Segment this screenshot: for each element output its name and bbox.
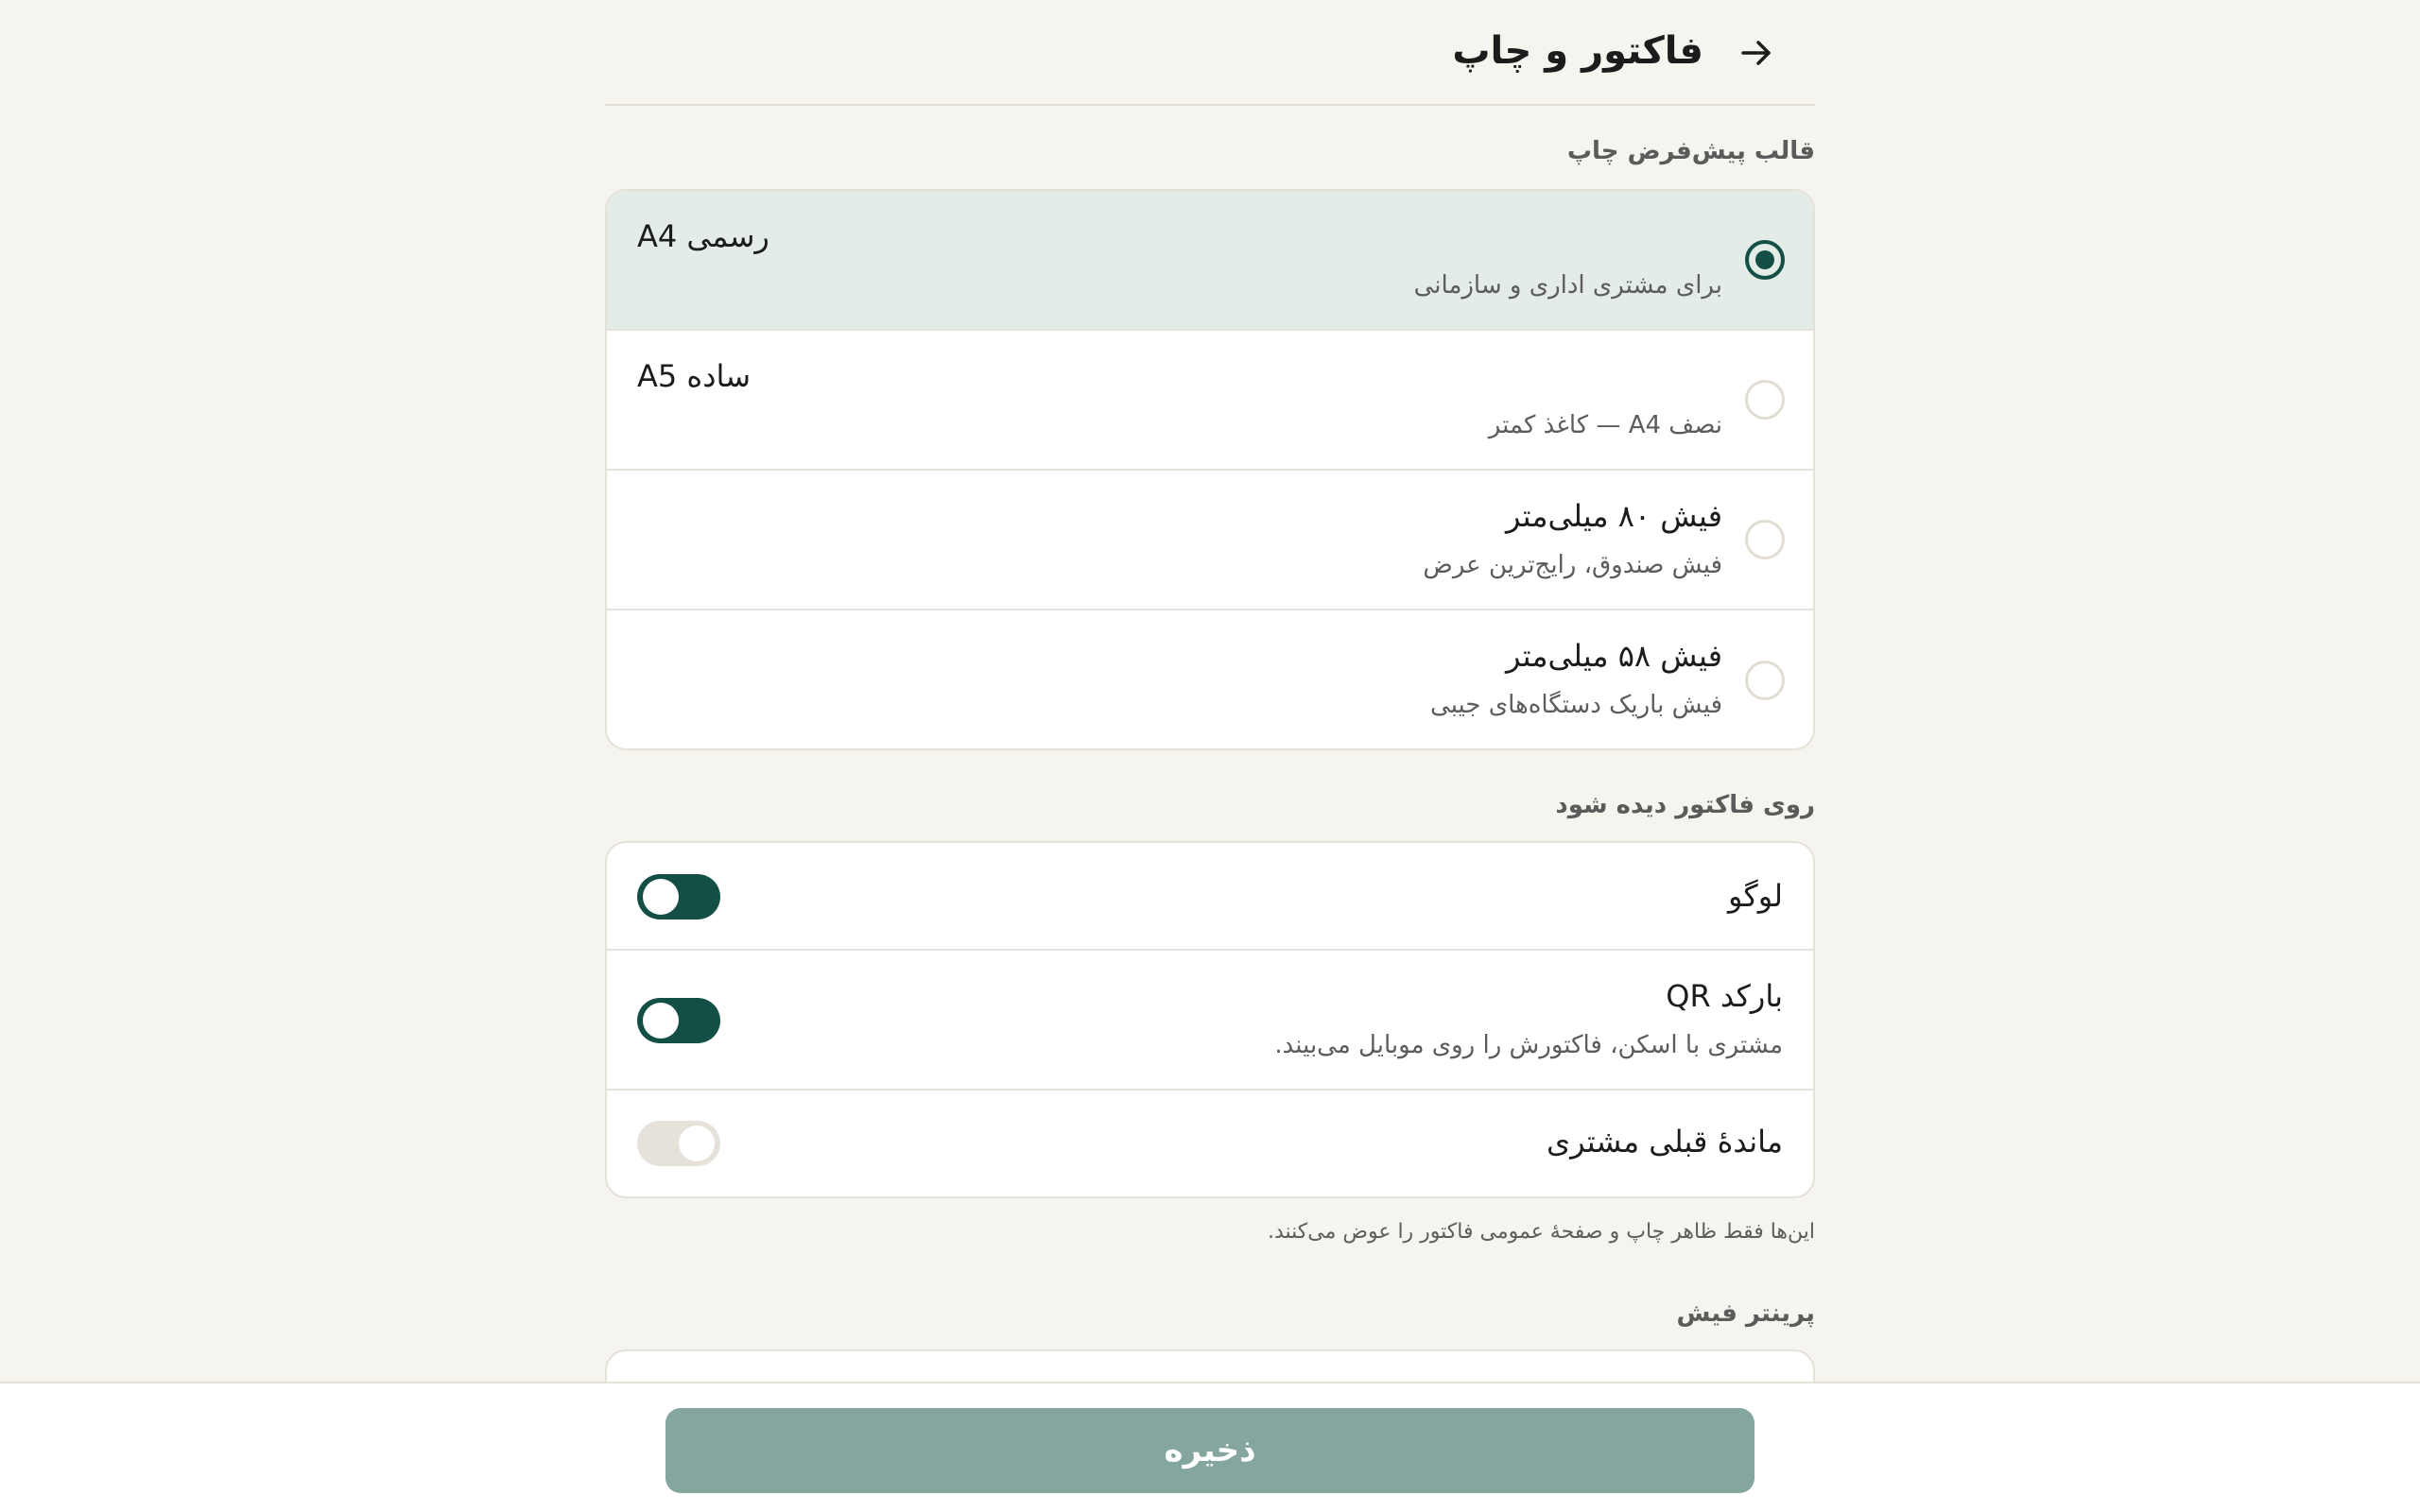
- template-title: فیش ۸۰ میلی‌متر: [1506, 498, 1722, 534]
- qr-toggle[interactable]: [637, 998, 720, 1043]
- page-title: فاکتور و چاپ: [1452, 29, 1703, 73]
- option-title: بارکد QR: [1666, 978, 1783, 1014]
- save-button[interactable]: ذخیره: [666, 1408, 1754, 1493]
- template-option-receipt-58[interactable]: [607, 610, 1813, 750]
- template-option-receipt-80[interactable]: [607, 471, 1813, 610]
- template-title: رسمی A4: [637, 218, 769, 254]
- option-row-previous-balance: [607, 1091, 1813, 1196]
- option-row-qr: [607, 951, 1813, 1091]
- arrow-right-icon: [1739, 36, 1773, 70]
- template-option-a5[interactable]: [607, 331, 1813, 471]
- back-button[interactable]: [1736, 32, 1777, 74]
- radio-unselected-icon[interactable]: [1745, 520, 1785, 559]
- logo-toggle[interactable]: [637, 874, 720, 919]
- settings-page: [605, 0, 1815, 1512]
- radio-unselected-icon[interactable]: [1745, 661, 1785, 700]
- template-option-a4[interactable]: [607, 191, 1813, 331]
- template-subtitle: فیش صندوق، رایج‌ترین عرض: [1423, 551, 1722, 579]
- receipt-printer-label: پرینتر فیش: [1676, 1299, 1815, 1328]
- page-header: [605, 0, 1815, 106]
- previous-balance-toggle[interactable]: [637, 1121, 720, 1166]
- option-title: لوگو: [1727, 878, 1783, 914]
- invoice-visibility-label: روی فاکتور دیده شود: [1555, 791, 1815, 819]
- visibility-note: این‌ها فقط ظاهر چاپ و صفحهٔ عمومی فاکتور را عوض می‌کنند.: [1267, 1220, 1815, 1244]
- footer-bar: [0, 1382, 2420, 1512]
- template-title: ساده A5: [637, 358, 751, 394]
- template-subtitle: نصف A4 — کاغذ کمتر: [1488, 411, 1722, 439]
- option-row-logo: [607, 843, 1813, 951]
- option-subtitle: مشتری با اسکن، فاکتورش را روی موبایل می‌بیند.: [1274, 1031, 1783, 1059]
- print-template-label: قالب پیش‌فرض چاپ: [1566, 137, 1815, 165]
- option-title: ماندهٔ قبلی مشتری: [1547, 1124, 1783, 1160]
- radio-unselected-icon[interactable]: [1745, 380, 1785, 420]
- invoice-visibility-card: [605, 841, 1815, 1198]
- template-subtitle: برای مشتری اداری و سازمانی: [1413, 271, 1722, 300]
- radio-selected-icon[interactable]: [1745, 240, 1785, 280]
- template-subtitle: فیش باریک دستگاه‌های جیبی: [1430, 691, 1722, 719]
- print-template-card: [605, 189, 1815, 750]
- template-title: فیش ۵۸ میلی‌متر: [1506, 638, 1722, 674]
